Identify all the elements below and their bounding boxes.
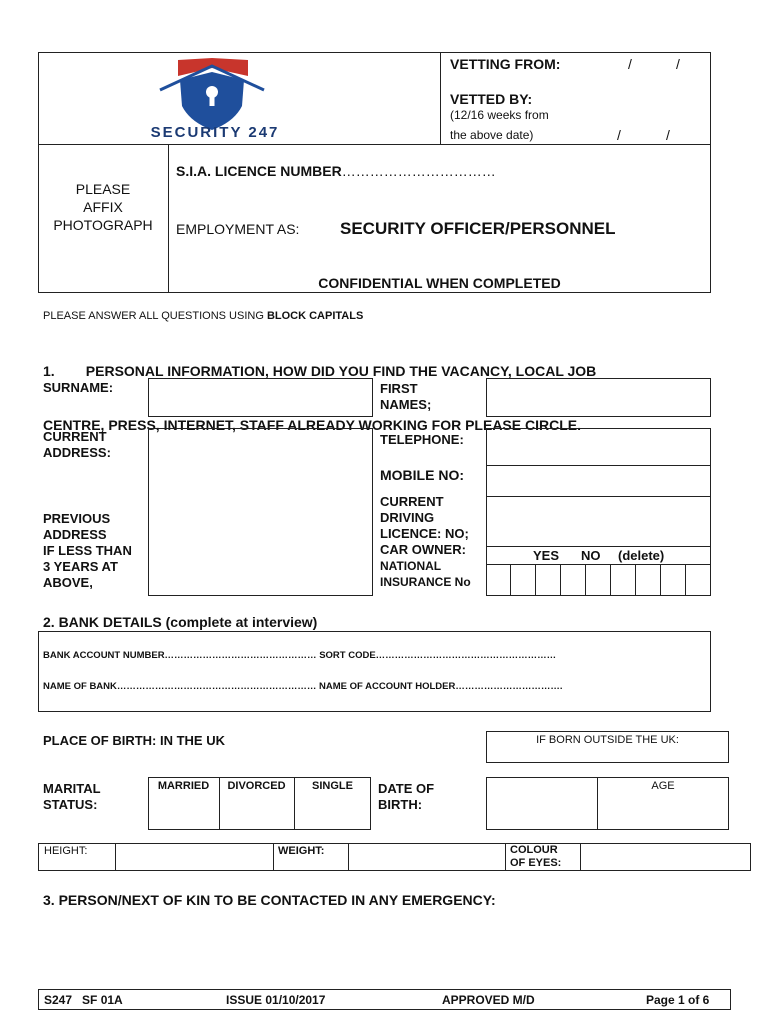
- physical-divider-2: [273, 843, 274, 871]
- driving-line-2: DRIVING: [380, 510, 435, 525]
- driving-line-1: CURRENT: [380, 494, 444, 509]
- dob-line-1: DATE OF: [378, 781, 435, 796]
- section2-heading: 2. BANK DETAILS (complete at interview): [43, 614, 318, 630]
- age-label: AGE: [651, 780, 675, 792]
- driving-licence-field[interactable]: [487, 497, 710, 546]
- driving-line-3: LICENCE: NO;: [380, 526, 469, 541]
- instructions-emphasis: BLOCK CAPITALS: [266, 310, 364, 322]
- vetted-by-slash-2: /: [666, 127, 670, 143]
- sia-licence-dots: ……………………………: [341, 163, 496, 179]
- previous-line-1: PREVIOUS: [43, 511, 111, 526]
- instructions-text: PLEASE ANSWER ALL QUESTIONS USING: [43, 310, 267, 322]
- current-address-line-1: CURRENT: [43, 429, 107, 444]
- eyes-line-2: OF EYES:: [510, 857, 562, 869]
- bank-account-number-row[interactable]: BANK ACCOUNT NUMBER………………………………………… SORT CODE…………………………………………………: [43, 650, 557, 661]
- confidential-notice: CONFIDENTIAL WHEN COMPLETED: [318, 275, 561, 291]
- first-names-label: [380, 381, 431, 413]
- car-owner-yes[interactable]: YES: [533, 548, 560, 563]
- bank-details-box: [38, 631, 711, 712]
- divorced-option[interactable]: DIVORCED: [227, 780, 286, 792]
- weight-field[interactable]: [349, 844, 505, 870]
- photo-line-1: PLEASE: [75, 181, 131, 197]
- marital-line-2: STATUS:: [43, 797, 98, 812]
- section1-heading-line-1: 1. PERSONAL INFORMATION, HOW DID YOU FIND THE VACANCY, LOCAL JOB: [43, 363, 597, 379]
- vetting-from-slash-1: /: [628, 56, 632, 72]
- issue-date: ISSUE 01/10/2017: [226, 993, 326, 1007]
- mobile-label: MOBILE NO:: [380, 467, 464, 483]
- ni-line-2: INSURANCE No: [380, 575, 471, 589]
- photo-box-divider: [168, 144, 169, 293]
- bank-name-row[interactable]: NAME OF BANK……………………………………………………… NAME OF ACCOUNT HOLDER…………………………….: [43, 681, 563, 692]
- car-owner-no[interactable]: NO: [581, 548, 601, 563]
- ni-number-field[interactable]: [487, 565, 710, 595]
- dob-line-2: BIRTH:: [378, 797, 423, 812]
- married-option[interactable]: MARRIED: [157, 780, 210, 792]
- form-code: S247 SF 01A: [44, 993, 123, 1007]
- driving-licence-label: [380, 494, 469, 558]
- sia-licence-label: S.I.A. LICENCE NUMBER: [176, 163, 342, 179]
- driving-car-divider: [486, 546, 711, 547]
- previous-line-4: 3 YEARS AT: [43, 559, 118, 574]
- sia-licence-row[interactable]: [176, 163, 496, 179]
- first-names-line-2: NAMES;: [380, 397, 432, 412]
- instructions: [43, 310, 363, 322]
- ni-label: [380, 558, 471, 590]
- marital-line-1: MARITAL: [43, 781, 101, 796]
- single-option[interactable]: SINGLE: [312, 780, 353, 792]
- age-field[interactable]: [598, 795, 728, 829]
- page-number: Page 1 of 6: [646, 993, 710, 1007]
- height-label: HEIGHT:: [44, 845, 88, 857]
- employment-label: EMPLOYMENT AS:: [176, 221, 300, 237]
- vetted-by-slash-1: /: [617, 127, 621, 143]
- header-row-divider: [38, 144, 711, 145]
- emergency-contact-area[interactable]: [38, 912, 751, 982]
- date-of-birth-label: [378, 781, 434, 813]
- footer-bar: [38, 989, 731, 1010]
- previous-line-3: IF LESS THAN: [43, 543, 132, 558]
- photo-line-2: AFFIX: [83, 199, 123, 215]
- vetted-note-line-1: (12/16 weeks from: [450, 108, 549, 122]
- vetted-note-line-2: the above date): [450, 128, 534, 142]
- logo-wordmark: SECURITY 247: [150, 124, 280, 141]
- car-owner-line: CAR OWNER:: [380, 542, 466, 557]
- eye-colour-label: [510, 844, 561, 870]
- ni-line-1: NATIONAL: [380, 559, 442, 573]
- first-names-line-1: FIRST: [380, 381, 418, 396]
- car-owner-delete: (delete): [618, 548, 665, 563]
- eyes-line-1: COLOUR: [510, 844, 558, 856]
- height-field[interactable]: [116, 844, 273, 870]
- eye-colour-field[interactable]: [581, 844, 750, 870]
- employment-value: SECURITY OFFICER/PERSONNEL: [340, 219, 616, 238]
- approved-by: APPROVED M/D: [442, 993, 535, 1007]
- place-of-birth-label: PLACE OF BIRTH: IN THE UK: [43, 733, 225, 748]
- photo-placeholder[interactable]: [38, 180, 168, 234]
- weight-label: WEIGHT:: [278, 845, 325, 857]
- surname-field[interactable]: [148, 378, 373, 417]
- date-of-birth-field[interactable]: [487, 778, 597, 829]
- header-logo-divider: [440, 52, 441, 144]
- surname-label: SURNAME:: [43, 380, 114, 395]
- vetting-from-slash-2: /: [676, 56, 680, 72]
- first-names-field[interactable]: [486, 378, 711, 417]
- section3-heading: 3. PERSON/NEXT OF KIN TO BE CONTACTED IN ANY EMERGENCY:: [43, 892, 496, 908]
- photo-line-3: PHOTOGRAPH: [53, 217, 153, 233]
- current-address-label: [43, 429, 111, 461]
- physical-divider-4: [505, 843, 506, 871]
- telephone-field[interactable]: [487, 429, 710, 465]
- born-outside-uk-label: IF BORN OUTSIDE THE UK:: [536, 734, 679, 746]
- marital-status-label: [43, 781, 101, 813]
- previous-address-label: [43, 511, 132, 591]
- current-address-line-2: ADDRESS:: [43, 445, 111, 460]
- telephone-label: TELEPHONE:: [380, 432, 464, 447]
- section1-heading-line-2: CENTRE, PRESS, INTERNET, STAFF ALREADY WORKING FOR PLEASE CIRCLE.: [43, 417, 581, 433]
- previous-line-5: ABOVE,: [43, 575, 93, 590]
- vetting-from-label: VETTING FROM:: [450, 56, 561, 72]
- mobile-field[interactable]: [487, 466, 710, 496]
- address-field[interactable]: [148, 428, 373, 596]
- vetted-by-label: VETTED BY:: [450, 91, 533, 107]
- previous-line-2: ADDRESS: [43, 527, 107, 542]
